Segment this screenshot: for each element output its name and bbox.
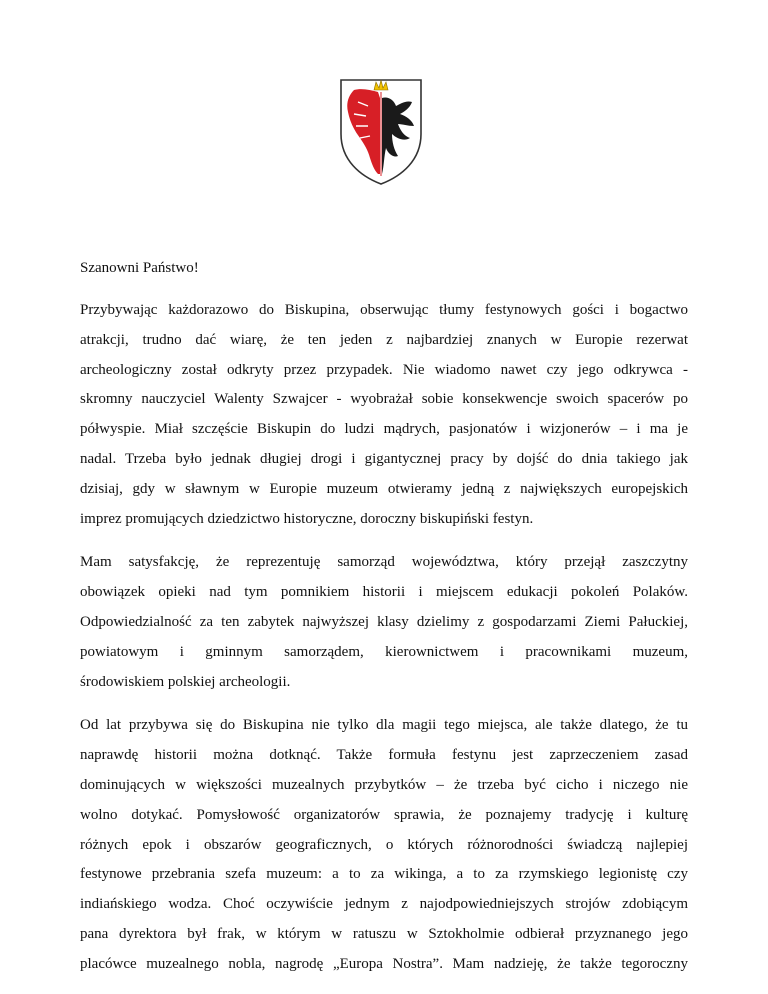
text-line: atrakcji, trudno dać wiarę, że ten jeden z najbardziej znanych w Europie rezerwat [80, 331, 688, 348]
text-line: dominujących w większości muzealnych przybytków – że trzeba być cicho i niczego nie [80, 776, 688, 793]
salutation: Szanowni Państwo! [80, 260, 199, 276]
text-line: Mam satysfakcję, że reprezentuję samorząd województwa, który przejął zaszczytny [80, 554, 688, 571]
text-line: różnych epok i obszarów geograficznych, o których różnorodności świadczą najlepiej [80, 836, 688, 853]
text-line: naprawdę historii można dotknąć. Także formuła festynu jest zaprzeczeniem zasad [80, 747, 688, 764]
text-line: festynowe przebrania szefa muzeum: a to za wikinga, a to za rzymskiego legionistę czy [80, 866, 688, 883]
text-line: wolno dotykać. Pomysłowość organizatorów sprawia, że poznajemy tradycję i kulturę [80, 806, 688, 823]
text-line: skromny nauczyciel Walenty Szwajcer - wyobrażał sobie konsekwencje swoich spacerów po [80, 391, 688, 408]
text-line: nadal. Trzeba było jednak długiej drogi i gigantycznej pracy by dojść do dnia takiego jak [80, 450, 688, 467]
letter-body [80, 258, 688, 994]
text-line: półwyspie. Miał szczęście Biskupin do ludzi mądrych, pasjonatów i wizjonerów – i ma je [80, 421, 688, 438]
coat-of-arms-icon [338, 76, 424, 188]
text-line: środowiskiem polskiej archeologii. [80, 673, 291, 690]
text-line: Przybywając każdorazowo do Biskupina, obserwując tłumy festynowych gości i bogactwo [80, 302, 688, 318]
text-line: obowiązek opieki nad tym pomnikiem historii i miejscem edukacji pokoleń Polaków. [80, 584, 688, 601]
text-line: powiatowym i gminnym samorządem, kierownictwem i pracownikami muzeum, [80, 643, 688, 660]
text-line: Odpowiedzialność za ten zabytek najwyższej klasy dzielimy z gospodarzami Ziemi Pałuckiej, [80, 613, 688, 630]
text-line: imprez promujących dziedzictwo historyczne, doroczny biskupiński festyn. [80, 510, 534, 527]
text-line: indiańskiego wodza. Choć oczywiście jednym z najodpowiedniejszych strojów zdobiącym [80, 896, 688, 913]
text-line: Od lat przybywa się do Biskupina nie tylko dla magii tego miejsca, ale także dlatego, że tu [80, 717, 688, 734]
paragraph-2 [80, 548, 688, 697]
coat-of-arms-emblem [338, 76, 424, 188]
text-line: pana dyrektora był frak, w którym w ratuszu w Sztokholmie odbierał przyznanego jego [80, 925, 688, 942]
text-line: dzisiaj, gdy w sławnym w Europie muzeum otwieramy jedną z największych europejskich [80, 480, 688, 497]
text-line: placówce muzealnego nobla, nagrodę „Europa Nostra”. Mam nadzieję, że także tegoroczny [80, 955, 688, 972]
text-line: archeologiczny został odkryty przez przypadek. Nie wiadomo nawet czy jego odkrywca - [80, 361, 688, 378]
paragraph-1 [80, 296, 688, 534]
paragraph-3 [80, 711, 688, 979]
